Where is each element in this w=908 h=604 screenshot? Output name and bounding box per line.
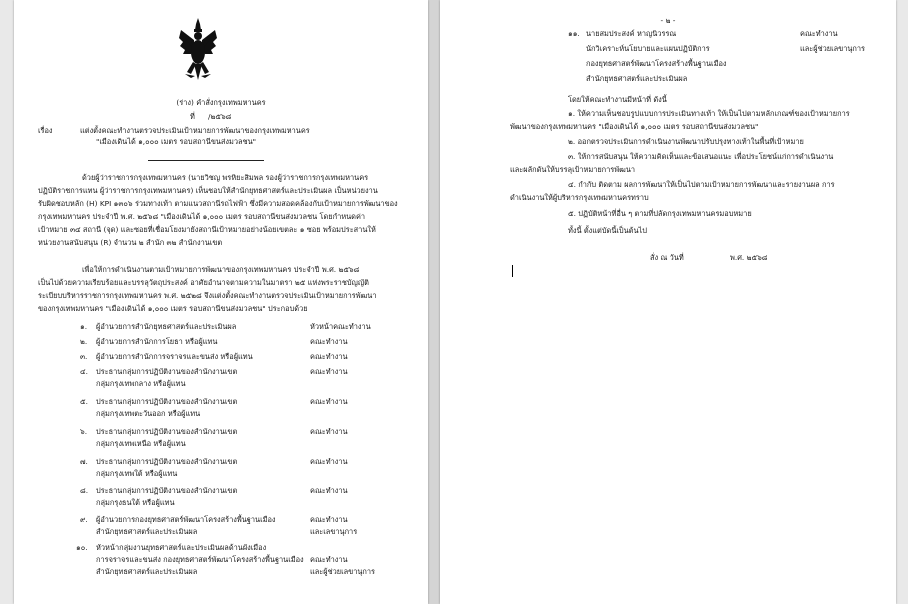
member-role: และผู้ช่วยเลขานุการ [800, 44, 865, 53]
member-number: ๑๐. [76, 543, 88, 552]
member-role: หัวหน้าคณะทำงาน [310, 322, 371, 331]
paragraph-line: เป็นไปด้วยความเรียบร้อยและบรรลุวัตถุประสงค์ อาศัยอำนาจตามความในมาตรา ๒๕ แห่งพระราชบัญญัติ [38, 278, 369, 287]
member-name: กลุ่มกรุงเทพกลาง หรือผู้แทน [96, 379, 186, 388]
member-name: กลุ่มกรุงเทพใต้ หรือผู้แทน [96, 469, 178, 478]
order-date-year: พ.ศ. ๒๕๖๘ [730, 253, 768, 262]
member-name: ประธานกลุ่มการปฏิบัติงานของสำนักงานเขต [96, 427, 238, 436]
member-name: การจราจรและขนส่ง กองยุทธศาสตร์พัฒนาโครงสร้างพื้นฐานเมือง [96, 555, 304, 564]
member-role: คณะทำงาน [310, 367, 348, 376]
member-number: ๑๑. [568, 29, 580, 38]
duty-line: ดำเนินงานให้ผู้บริหารกรุงเทพมหานครทราบ [510, 193, 649, 202]
member-name: ประธานกลุ่มการปฏิบัติงานของสำนักงานเขต [96, 367, 238, 376]
subject-label: เรื่อง [38, 126, 53, 135]
member-number: ๑. [80, 322, 88, 331]
member-name: ผู้อำนวยการสำนักการจราจรและขนส่ง หรือผู้แทน [96, 352, 253, 361]
paragraph-line: เพื่อให้การดำเนินงานตามเป้าหมายการพัฒนาของกรุงเทพมหานคร ประจำปี พ.ศ. ๒๕๖๘ [82, 265, 360, 274]
garuda-emblem-icon [177, 16, 219, 82]
duty-line: ๒. ออกตรวจประเมินการดำเนินงานพัฒนาปรับปรุงทางเท้าในพื้นที่เป้าหมาย [568, 137, 804, 146]
member-role: คณะทำงาน [310, 427, 348, 436]
text-cursor [512, 265, 513, 277]
member-name: สำนักยุทธศาสตร์และประเมินผล [586, 74, 688, 83]
member-number: ๗. [80, 457, 88, 466]
member-role: คณะทำงาน [310, 515, 348, 524]
member-role: คณะทำงาน [310, 555, 348, 564]
member-role: คณะทำงาน [310, 352, 348, 361]
member-role: คณะทำงาน [310, 337, 348, 346]
member-name: ผู้อำนวยการกองยุทธศาสตร์พัฒนาโครงสร้างพื้นฐานเมือง [96, 515, 276, 524]
paragraph-line: ปฏิบัติราชการแทน ผู้ว่าราชการกรุงเทพมหานคร) เห็นชอบให้สำนักยุทธศาสตร์และประเมินผล เป็นหน่วยงาน [38, 186, 378, 195]
paragraph-line: ระเบียบบริหารราชการกรุงเทพมหานคร พ.ศ. ๒๕๒๘ จึงแต่งตั้งคณะทำงานตรวจประเมินเป้าหมายการพัฒนา [38, 291, 377, 300]
subject-line: แต่งตั้งคณะทำงานตรวจประเมินเป้าหมายการพัฒนาของกรุงเทพมหานคร [80, 126, 310, 135]
member-number: ๙. [80, 515, 88, 524]
member-name: ประธานกลุ่มการปฏิบัติงานของสำนักงานเขต [96, 397, 238, 406]
duty-line: ๑. ให้ความเห็นชอบรูปแบบการประเมินทางเท้า ให้เป็นไปตามหลักเกณฑ์ของเป้าหมายการ [568, 109, 850, 118]
member-name: กลุ่มกรุงเทพเหนือ หรือผู้แทน [96, 439, 186, 448]
member-number: ๓. [80, 352, 88, 361]
member-name: กลุ่มกรุงเทพตะวันออก หรือผู้แทน [96, 409, 201, 418]
subject-divider [148, 160, 264, 161]
draft-heading: (ร่าง) คำสั่งกรุงเทพมหานคร [176, 98, 266, 107]
member-number: ๕. [80, 397, 88, 406]
member-name: หัวหน้ากลุ่มงานยุทธศาสตร์และประเมินผลด้านผังเมือง [96, 543, 267, 552]
member-name: ประธานกลุ่มการปฏิบัติงานของสำนักงานเขต [96, 486, 238, 495]
member-name: กองยุทธศาสตร์พัฒนาโครงสร้างพื้นฐานเมือง [586, 59, 727, 68]
order-number-label: ที่ [190, 112, 195, 121]
member-name: กลุ่มกรุงธนใต้ หรือผู้แทน [96, 498, 175, 507]
member-number: ๖. [80, 427, 88, 436]
member-role: คณะทำงาน [310, 397, 348, 406]
duties-intro: โดยให้คณะทำงานมีหน้าที่ ดังนี้ [568, 95, 667, 104]
document-page-1 [14, 0, 428, 604]
paragraph-line: ของกรุงเทพมหานคร "เมืองเดินได้ ๑,๐๐๐ เมตร รอบสถานีขนส่งมวลชน" ประกอบด้วย [38, 304, 308, 313]
member-name: สำนักยุทธศาสตร์และประเมินผล [96, 527, 198, 536]
effective-statement: ทั้งนี้ ตั้งแต่บัดนี้เป็นต้นไป [568, 226, 647, 235]
paragraph-line: กรุงเทพมหานคร ประจำปี พ.ศ. ๒๕๖๘ "เมืองเดินได้ ๑,๐๐๐ เมตร รอบสถานีขนส่งมวลชน โดยกำหนดค่า [38, 212, 366, 221]
duty-line: ๔. กำกับ ติดตาม ผลการพัฒนาให้เป็นไปตามเป้าหมายการพัฒนาและรายงานผล การ [568, 180, 835, 189]
duty-line: ๕. ปฏิบัติหน้าที่อื่น ๆ ตามที่ปลัดกรุงเทพมหานครมอบหมาย [568, 209, 752, 218]
subject-line: "เมืองเดินได้ ๑,๐๐๐ เมตร รอบสถานีขนส่งมวลชน" [96, 137, 257, 146]
order-number-value: /๒๕๖๘ [208, 112, 232, 121]
member-name: ผู้อำนวยการสำนักการโยธา หรือผู้แทน [96, 337, 218, 346]
member-role: และผู้ช่วยเลขานุการ [310, 567, 375, 576]
paragraph-line: หน่วยงานสนับสนุน (R) จำนวน ๒ สำนัก ๓๒ สำนักงานเขต [38, 238, 223, 247]
member-number: ๔. [80, 367, 88, 376]
member-name: สำนักยุทธศาสตร์และประเมินผล [96, 567, 198, 576]
member-role: คณะทำงาน [800, 29, 838, 38]
member-name: ประธานกลุ่มการปฏิบัติงานของสำนักงานเขต [96, 457, 238, 466]
paragraph-line: ด้วยผู้ว่าราชการกรุงเทพมหานคร (นายวิชญ พรหิยะสิมพล รองผู้ว่าราชการกรุงเทพมหานคร [82, 173, 369, 182]
document-page-2 [440, 0, 896, 604]
member-number: ๘. [80, 486, 89, 495]
duty-line: ๓. ให้การสนับสนุน ให้ความคิดเห็นและข้อเสนอแนะ เพื่อประโยชน์แก่การดำเนินงาน [568, 152, 834, 161]
duty-line: พัฒนาของกรุงเทพมหานคร "เมืองเดินได้ ๑,๐๐๐ เมตร รอบสถานีขนส่งมวลชน" [510, 122, 759, 131]
member-role: คณะทำงาน [310, 457, 348, 466]
member-role: และเลขานุการ [310, 527, 358, 536]
member-name: ผู้อำนวยการสำนักยุทธศาสตร์และประเมินผล [96, 322, 237, 331]
member-number: ๒. [80, 337, 88, 346]
duty-line: และผลักดันให้บรรลุเป้าหมายการพัฒนา [510, 165, 636, 174]
member-name: นายสมประสงค์ หาญนิวรรณ [586, 29, 677, 38]
paragraph-line: รับผิดชอบหลัก (H) KPI ๑๓๐๖ ร่วมทางเท้า ตามแนวสถานีรถไฟฟ้า ซึ่งมีความสอดคล้องกับเป้าหมายการพัฒนาของ [38, 199, 398, 208]
page-number: - ๒ - [660, 16, 676, 25]
paragraph-line: เป้าหมาย ๓๔ สถานี (จุด) และซอยที่เชื่อมโยงมายังสถานีเป้าหมายอย่างน้อยเขตละ ๑ ซอย พร้อมประสานให้ [38, 225, 376, 234]
order-date-label: สั่ง ณ วันที่ [650, 253, 684, 262]
member-role: คณะทำงาน [310, 486, 348, 495]
member-name: นักวิเคราะห์นโยบายและแผนปฏิบัติการ [586, 44, 710, 53]
page-gutter [428, 0, 440, 604]
